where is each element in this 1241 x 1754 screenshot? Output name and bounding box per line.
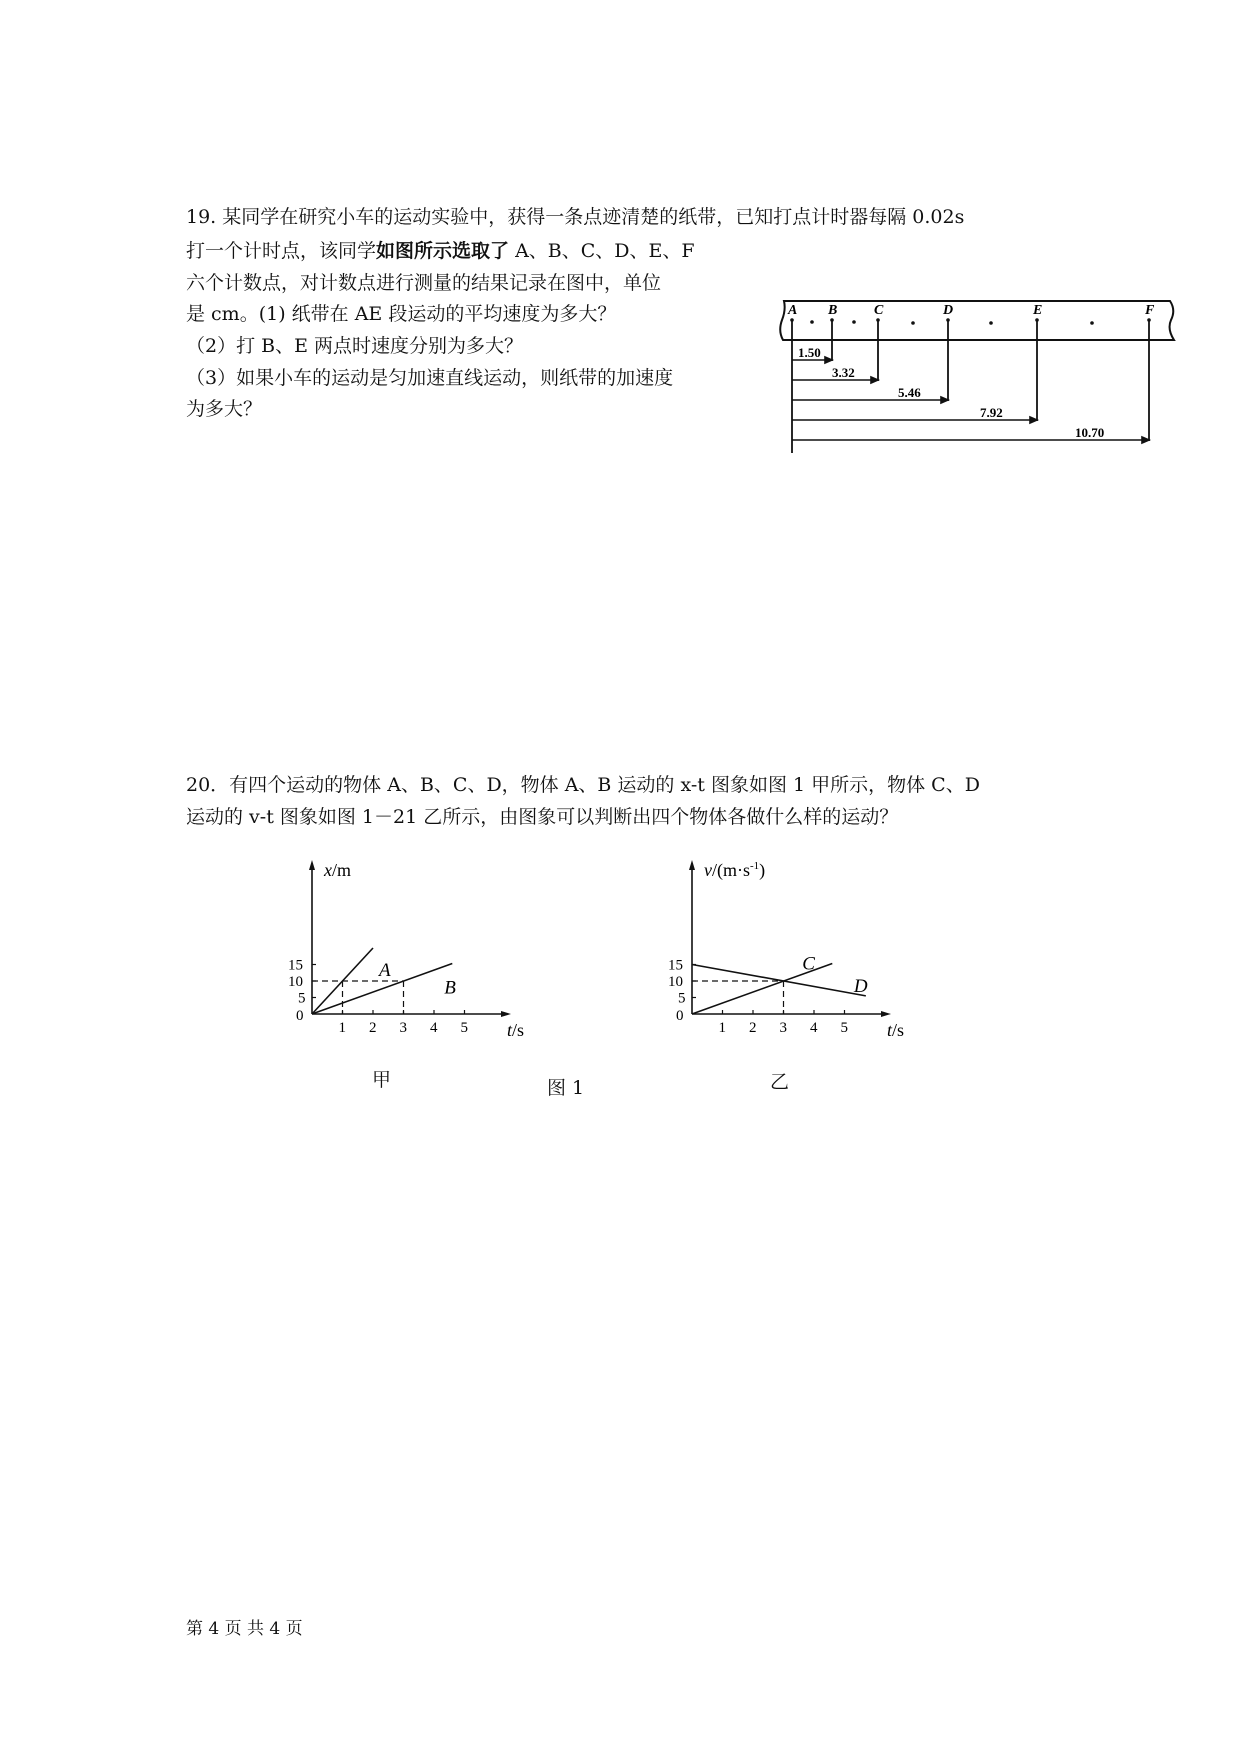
vt-chart-yi <box>650 846 940 1046</box>
q19-line-4: 是 cm。(1) 纸带在 AE 段运动的平均速度为多大？ <box>186 303 617 325</box>
x-tick-label: 3 <box>779 1020 787 1036</box>
q19-line-3: 六个计数点，对计数点进行测量的结果记录在图中，单位 <box>186 272 662 294</box>
tape-measure-2: 3.32 <box>832 365 855 380</box>
figure-caption: 图 1 <box>547 1077 585 1099</box>
y-tick-label: 5 <box>678 990 686 1007</box>
q20-line-2: 运动的 v-t 图象如图 1－21 乙所示，由图象可以判断出四个物体各做什么样的运动？ <box>186 806 899 828</box>
tape-dots <box>790 318 1151 325</box>
tape-measure-3: 5.46 <box>898 385 921 400</box>
series-label-c: C <box>802 953 815 975</box>
tape-label-f: F <box>1145 303 1155 318</box>
y-axis-label: $v/(m\cdot s^{-1})$ <box>704 860 766 880</box>
tape-label-c: C <box>874 303 884 318</box>
tape-label-a: A <box>788 303 798 318</box>
x-axis-label: t/s <box>887 1020 905 1040</box>
series-label-a: A <box>379 960 391 981</box>
x-tick-label: 4 <box>430 1020 438 1036</box>
q19-line-2-c: A、B、C、D、E、F <box>509 240 695 262</box>
x-axis-arrow <box>881 1011 891 1017</box>
tape-measure-5: 10.70 <box>1075 425 1105 440</box>
xt-chart-jia <box>270 846 560 1046</box>
x-tick-label: 2 <box>749 1020 757 1036</box>
q19-line-2-b: 如图所示选取了 <box>376 240 510 262</box>
x-tick-label: 5 <box>460 1020 468 1036</box>
series-line-d <box>692 965 866 996</box>
y-tick-label: 5 <box>298 990 306 1007</box>
q20-line-1: 20．有四个运动的物体 A、B、C、D，物体 A、B 运动的 x-t 图象如图 1 甲所示，物体 C、D <box>186 774 980 796</box>
y-tick-label: 10 <box>288 974 303 990</box>
origin-label: 0 <box>296 1008 304 1024</box>
x-axis-arrow <box>501 1011 511 1017</box>
tape-point-labels <box>787 303 1155 318</box>
x-axis-label: t/s <box>507 1020 525 1040</box>
tape-label-b: B <box>828 303 838 318</box>
tape-label-d: D <box>943 303 954 318</box>
tape-measure-1: 1.50 <box>798 345 821 360</box>
x-tick-label: 5 <box>840 1020 848 1036</box>
caption-jia: 甲 <box>372 1069 392 1091</box>
q19-line-6: （3）如果小车的运动是匀加速直线运动，则纸带的加速度 <box>186 367 674 389</box>
y-axis-label: x/m <box>324 860 352 880</box>
q19-line-2-a: 打一个计时点，该同学 <box>186 240 377 262</box>
tape-outline <box>780 301 1174 340</box>
q19-line-2 <box>186 240 695 262</box>
x-tick-label: 2 <box>369 1020 377 1036</box>
q19-line-1: 19. 某同学在研究小车的运动实验中，获得一条点迹清楚的纸带，已知打点计时器每隔 0.02s <box>186 206 965 228</box>
x-tick-label: 1 <box>338 1020 346 1036</box>
q19-line-5: （2）打 B、E 两点时速度分别为多大？ <box>186 335 524 357</box>
series-label-b: B <box>444 977 456 999</box>
series-label-d: D <box>853 975 868 997</box>
tape-label-e: E <box>1033 303 1043 318</box>
y-tick-label: 15 <box>288 957 303 974</box>
page-footer: 第 4 页 共 4 页 <box>186 1619 303 1639</box>
y-axis-arrow <box>309 860 315 870</box>
tape-measurement-labels <box>798 345 1104 440</box>
tape-measure-4: 7.92 <box>980 405 1003 420</box>
q19-line-7: 为多大？ <box>186 398 263 420</box>
x-tick-label: 3 <box>399 1020 407 1036</box>
x-tick-label: 1 <box>718 1020 726 1036</box>
x-tick-label: 4 <box>810 1020 818 1036</box>
caption-yi: 乙 <box>770 1071 790 1093</box>
y-tick-label: 15 <box>668 957 683 974</box>
y-axis-arrow <box>689 860 695 870</box>
paper-tape-figure <box>770 298 1180 460</box>
origin-label: 0 <box>676 1008 684 1024</box>
y-tick-label: 10 <box>668 974 683 990</box>
